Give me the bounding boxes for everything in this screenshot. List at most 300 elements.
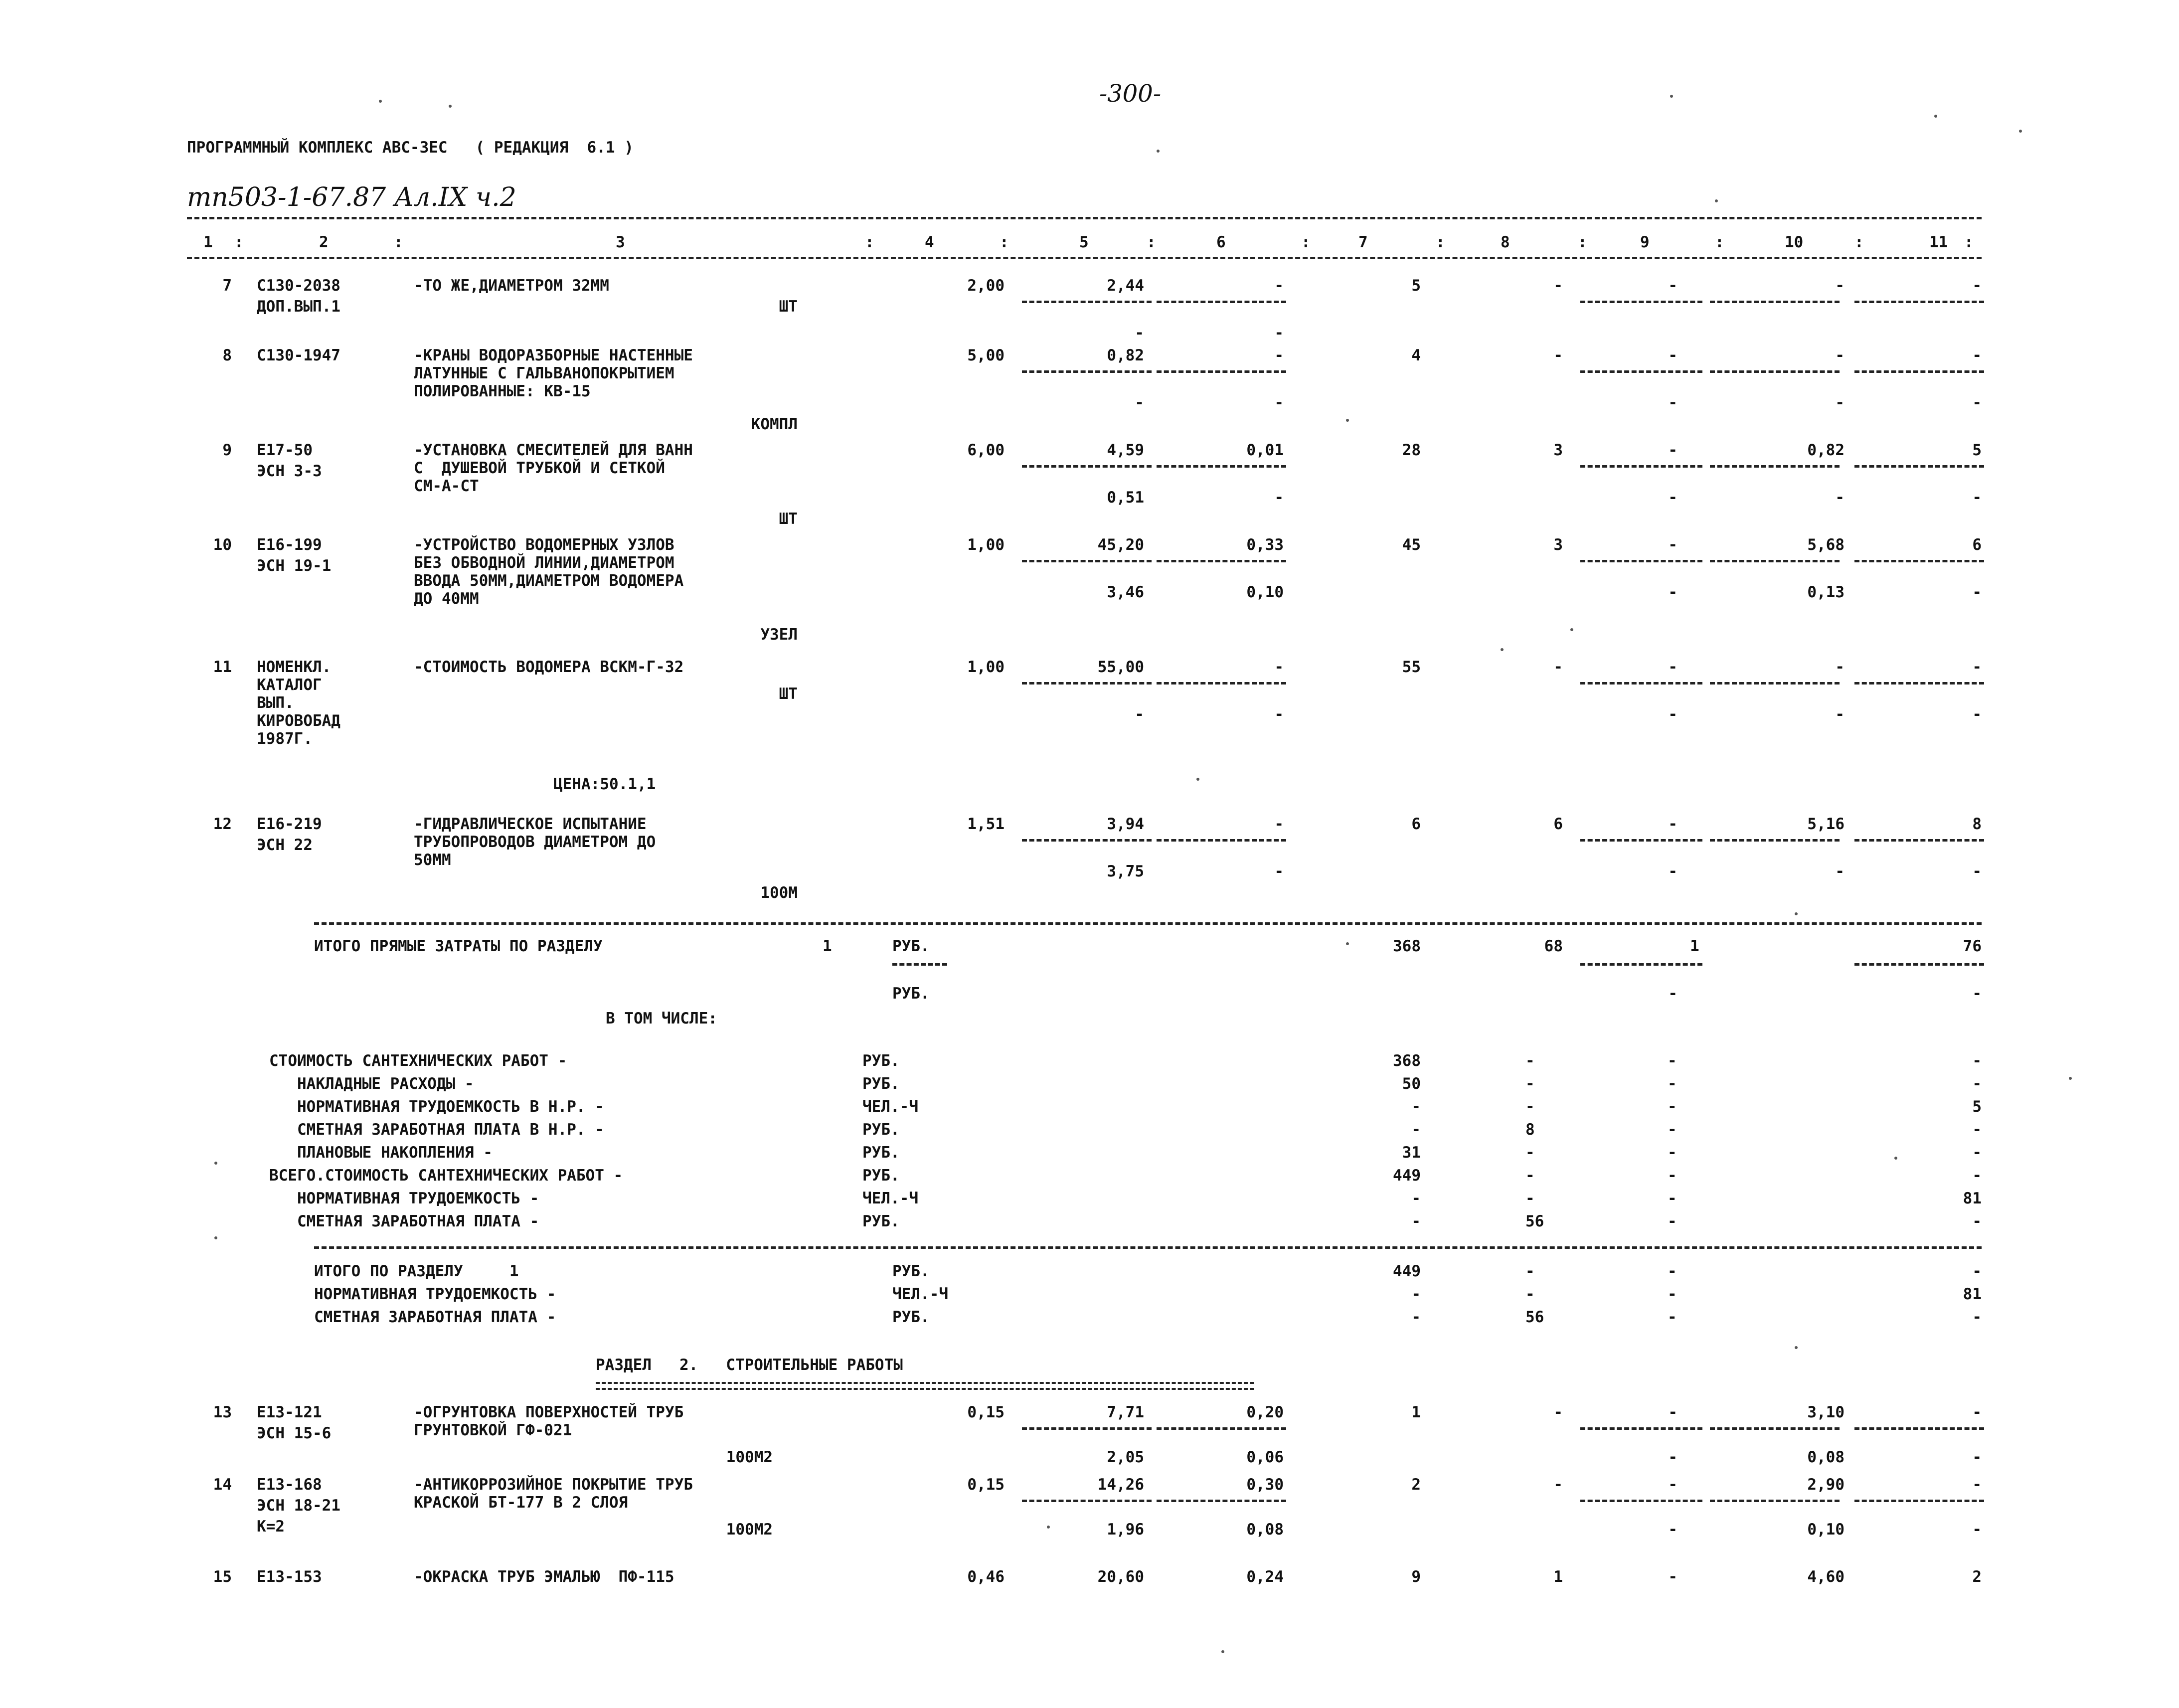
labor-hours: -	[1835, 346, 1844, 364]
rate-code: Е13-168	[257, 1476, 322, 1494]
column-header-3: 3	[616, 233, 625, 251]
column-separator: :	[1436, 233, 1445, 251]
unit-of-measure: 100М2	[726, 1448, 773, 1466]
breakdown-cost: -	[1411, 1190, 1421, 1207]
unit-cost: 20,60	[1097, 1568, 1144, 1586]
scan-speck	[214, 1162, 217, 1165]
labor-hours: -	[1835, 277, 1844, 295]
labor-hours: 5,16	[1807, 815, 1844, 833]
breakdown-unit: РУБ.	[862, 1167, 900, 1185]
rate-code: С130-2038	[257, 277, 340, 295]
unit-wage-cost: 0,24	[1246, 1568, 1284, 1586]
subrule	[1157, 1500, 1286, 1502]
column-header-7: 7	[1358, 233, 1368, 251]
quantity: 0,46	[967, 1568, 1005, 1586]
scan-speck	[1795, 1346, 1798, 1349]
breakdown-machine: -	[1668, 1144, 1677, 1162]
breakdown-labor: -	[1972, 1052, 1982, 1070]
column-header-2: 2	[319, 233, 329, 251]
subrule	[1022, 682, 1152, 684]
unit-cost-secondary: 1,96	[1107, 1521, 1144, 1538]
subrule	[1710, 839, 1840, 842]
breakdown-unit: ЧЕЛ.-Ч	[862, 1098, 918, 1116]
total-wage: -	[1553, 658, 1563, 676]
machine-cost: -	[1668, 1568, 1677, 1586]
breakdown-wage: -	[1525, 1075, 1535, 1093]
column-separator: :	[1715, 233, 1724, 251]
row-number: 8	[222, 346, 232, 364]
breakdown-label: НОРМАТИВНАЯ ТРУДОЕМКОСТЬ -	[269, 1190, 539, 1207]
price-note: ЦЕНА:50.1,1	[553, 775, 656, 793]
scan-speck	[1934, 115, 1937, 118]
unit-cost: 55,00	[1097, 658, 1144, 676]
subrule	[1854, 963, 1984, 966]
machine-secondary: -	[1668, 862, 1677, 880]
breakdown-unit: РУБ.	[862, 1052, 900, 1070]
column-separator: :	[234, 233, 244, 251]
row-number: 9	[222, 441, 232, 459]
scan-speck	[1047, 1526, 1050, 1529]
machine-cost: -	[1668, 277, 1677, 295]
section-total-machine: 1	[1690, 937, 1699, 955]
unit-wage-cost: -	[1274, 346, 1284, 364]
subrule	[1580, 1500, 1702, 1502]
unit-wage-cost: 0,20	[1246, 1403, 1284, 1421]
work-description: -ТО ЖЕ,ДИАМЕТРОМ 32ММ	[414, 277, 609, 295]
subrule	[1022, 839, 1152, 842]
scan-speck	[1157, 150, 1160, 153]
subrule	[1157, 465, 1286, 468]
breakdown-cost: 449	[1393, 1167, 1421, 1185]
breakdown-machine: -	[1668, 1052, 1677, 1070]
unit-wage-secondary: -	[1274, 394, 1284, 412]
column-separator: :	[865, 233, 874, 251]
column-separator: :	[394, 233, 403, 251]
project-reference: тп503-1-67.87 Ал.IХ ч.2	[187, 182, 516, 212]
breakdown-cost: -	[1411, 1121, 1421, 1139]
column-header-10: 10	[1785, 233, 1804, 251]
unit-wage-cost: -	[1274, 815, 1284, 833]
row-number: 10	[213, 536, 232, 554]
labor-total: -	[1972, 346, 1982, 364]
total-wage: -	[1553, 277, 1563, 295]
column-header-5: 5	[1079, 233, 1089, 251]
column-separator: :	[1000, 233, 1009, 251]
labor-hours: 3,10	[1807, 1403, 1844, 1421]
top-rule	[187, 217, 1982, 219]
total-cost: 2	[1411, 1476, 1421, 1494]
section-total-rule	[314, 922, 1982, 925]
breakdown-machine: -	[1668, 1212, 1677, 1230]
machine-secondary: -	[1668, 583, 1677, 601]
breakdown-wage: -	[1525, 1167, 1535, 1185]
quantity: 1,00	[967, 536, 1005, 554]
work-description: -ГИДРАВЛИЧЕСКОЕ ИСПЫТАНИЕ ТРУБОПРОВОДОВ ДИАМЕТРОМ ДО 50ММ	[414, 815, 656, 869]
subrule	[1157, 682, 1286, 684]
breakdown-label: ВСЕГО.СТОИМОСТЬ САНТЕХНИЧЕСКИХ РАБОТ -	[269, 1167, 623, 1185]
unit-rub: РУБ.	[892, 985, 930, 1003]
machine-secondary: -	[1668, 1521, 1677, 1538]
subrule	[1022, 465, 1152, 468]
including-label: В ТОМ ЧИСЛЕ:	[606, 1010, 717, 1027]
rate-code-secondary: ДОП.ВЫП.1	[257, 298, 340, 316]
subrule	[1710, 560, 1840, 562]
subrule	[1157, 560, 1286, 562]
subrule	[1854, 560, 1984, 562]
subrule	[1157, 839, 1286, 842]
labor-hours-secondary: -	[1835, 862, 1844, 880]
breakdown-label: НОРМАТИВНАЯ ТРУДОЕМКОСТЬ В Н.Р. -	[269, 1098, 604, 1116]
quantity: 2,00	[967, 277, 1005, 295]
unit-cost-secondary: -	[1135, 324, 1144, 342]
rate-code-secondary: ЭСН 18-21	[257, 1497, 340, 1515]
quantity: 0,15	[967, 1476, 1005, 1494]
scan-speck	[1715, 199, 1718, 202]
labor-total: -	[1972, 1403, 1982, 1421]
column-header-8: 8	[1501, 233, 1510, 251]
subrule	[1157, 1427, 1286, 1430]
total-wage: -	[1553, 1476, 1563, 1494]
total-cost: 45	[1402, 536, 1421, 554]
labor-total: -	[1972, 277, 1982, 295]
subrule	[1854, 1500, 1984, 1502]
breakdown-unit: РУБ.	[862, 1075, 900, 1093]
breakdown-label: СТОИМОСТЬ САНТЕХНИЧЕСКИХ РАБОТ -	[269, 1052, 567, 1070]
labor-hours-secondary: 0,08	[1807, 1448, 1844, 1466]
rate-code: Е13-121	[257, 1403, 322, 1421]
subrule	[1157, 301, 1286, 303]
labor-secondary: -	[1972, 394, 1982, 412]
breakdown-cost: -	[1411, 1098, 1421, 1116]
scan-speck	[1346, 942, 1349, 945]
row-number: 11	[213, 658, 232, 676]
breakdown-label: СМЕТНАЯ ЗАРАБОТНАЯ ПЛАТА В Н.Р. -	[269, 1121, 604, 1139]
work-description: -УСТАНОВКА СМЕСИТЕЛЕЙ ДЛЯ ВАНН С ДУШЕВОЙ ТРУБКОЙ И СЕТКОЙ СМ-А-СТ	[414, 441, 693, 495]
unit-cost-secondary: 0,51	[1107, 489, 1144, 507]
unit-wage-cost: -	[1274, 658, 1284, 676]
unit-wage-secondary: 0,08	[1246, 1521, 1284, 1538]
section-2-title: РАЗДЕЛ 2. СТРОИТЕЛЬНЫЕ РАБОТЫ	[596, 1356, 903, 1374]
subrule	[1580, 839, 1702, 842]
labor-hours-secondary: 0,13	[1807, 583, 1844, 601]
subrule	[1710, 682, 1840, 684]
breakdown-labor: 81	[1963, 1190, 1982, 1207]
quantity: 5,00	[967, 346, 1005, 364]
rate-code: Е16-199	[257, 536, 322, 554]
section-sum-label: ИТОГО ПО РАЗДЕЛУ 1	[314, 1262, 519, 1280]
labor-total: -	[1972, 658, 1982, 676]
labor-total: 6	[1972, 536, 1982, 554]
scan-speck	[2019, 130, 2022, 133]
section-sum-wage: -	[1525, 1285, 1535, 1303]
quantity: 1,00	[967, 658, 1005, 676]
scan-speck	[1795, 912, 1798, 915]
section-title-rule	[596, 1382, 1254, 1384]
breakdown-labor: -	[1972, 1075, 1982, 1093]
scan-speck	[379, 100, 382, 103]
subrule	[1580, 560, 1702, 562]
breakdown-labor: 5	[1972, 1098, 1982, 1116]
breakdown-wage: 56	[1525, 1212, 1544, 1230]
labor-total: 2	[1972, 1568, 1982, 1586]
row-number: 7	[222, 277, 232, 295]
breakdown-labor: -	[1972, 1121, 1982, 1139]
row-number: 15	[213, 1568, 232, 1586]
breakdown-machine: -	[1668, 1075, 1677, 1093]
machine-secondary: -	[1668, 489, 1677, 507]
breakdown-cost: 31	[1402, 1144, 1421, 1162]
unit-cost: 0,82	[1107, 346, 1144, 364]
unit-cost-secondary: 3,75	[1107, 862, 1144, 880]
labor-total: 8	[1972, 815, 1982, 833]
section-sum-wage: 56	[1525, 1308, 1544, 1326]
work-description: -СТОИМОСТЬ ВОДОМЕРА ВСКМ-Г-32	[414, 658, 684, 676]
section-sum-cost: 449	[1393, 1262, 1421, 1280]
subrule	[1022, 370, 1152, 373]
section-sum-labor: -	[1972, 1308, 1982, 1326]
unit-cost: 2,44	[1107, 277, 1144, 295]
subrule	[1854, 1427, 1984, 1430]
unit-wage-secondary: -	[1274, 862, 1284, 880]
page-number: -300-	[1099, 80, 1162, 108]
subrule	[1157, 370, 1286, 373]
breakdown-machine: -	[1668, 1167, 1677, 1185]
subrule	[1854, 839, 1984, 842]
section-total-wage: 68	[1544, 937, 1563, 955]
column-header-9: 9	[1640, 233, 1650, 251]
column-separator: :	[1578, 233, 1587, 251]
breakdown-label: ПЛАНОВЫЕ НАКОПЛЕНИЯ -	[269, 1144, 493, 1162]
subrule	[1710, 370, 1840, 373]
unit-of-measure: КОМПЛ	[751, 415, 798, 433]
rate-code-secondary: ЭСН 22	[257, 836, 313, 854]
rate-code-secondary: ЭСН 3-3	[257, 462, 322, 480]
breakdown-cost: 50	[1402, 1075, 1421, 1093]
section-total-label: ИТОГО ПРЯМЫЕ ЗАТРАТЫ ПО РАЗДЕЛУ	[314, 937, 603, 955]
subrule	[1580, 301, 1702, 303]
unit-cost-secondary: 2,05	[1107, 1448, 1144, 1466]
column-separator: :	[1964, 233, 1974, 251]
subrule	[1022, 301, 1152, 303]
total-wage: -	[1553, 346, 1563, 364]
total-cost: 5	[1411, 277, 1421, 295]
unit-cost: 45,20	[1097, 536, 1144, 554]
unit-rub: РУБ.	[892, 937, 930, 955]
subrule	[1022, 1500, 1152, 1502]
breakdown-unit: РУБ.	[862, 1144, 900, 1162]
quantity: 6,00	[967, 441, 1005, 459]
breakdown-wage: -	[1525, 1144, 1535, 1162]
subrule	[1854, 301, 1984, 303]
breakdown-cost: 368	[1393, 1052, 1421, 1070]
unit-cost-secondary: -	[1135, 394, 1144, 412]
breakdown-unit: РУБ.	[862, 1212, 900, 1230]
section-sum-machine: -	[1668, 1308, 1677, 1326]
scan-speck	[449, 105, 452, 108]
rate-code: Е13-153	[257, 1568, 322, 1586]
labor-secondary: -	[1972, 705, 1982, 723]
quantity: 1,51	[967, 815, 1005, 833]
scan-speck	[1894, 1157, 1897, 1160]
subrule	[892, 963, 947, 966]
unit-cost: 7,71	[1107, 1403, 1144, 1421]
section-sum-cost: -	[1411, 1285, 1421, 1303]
column-separator: :	[1147, 233, 1156, 251]
labor-hours: -	[1835, 658, 1844, 676]
section-sum-label: НОРМАТИВНАЯ ТРУДОЕМКОСТЬ -	[314, 1285, 556, 1303]
total-cost: 55	[1402, 658, 1421, 676]
rate-code-secondary: ЭСН 19-1	[257, 557, 332, 575]
unit-of-measure: 100М2	[726, 1521, 773, 1538]
column-header-4: 4	[925, 233, 934, 251]
subrule	[1854, 465, 1984, 468]
subrule	[1580, 682, 1702, 684]
labor-hours: 5,68	[1807, 536, 1844, 554]
row-number: 12	[213, 815, 232, 833]
subrule	[1710, 1500, 1840, 1502]
labor-hours-secondary: -	[1835, 489, 1844, 507]
unit-of-measure: 100М	[760, 884, 798, 902]
breakdown-wage: 8	[1525, 1121, 1535, 1139]
unit-cost: 4,59	[1107, 441, 1144, 459]
unit-of-measure: ШТ	[779, 510, 798, 528]
subrule	[1580, 1427, 1702, 1430]
row-number: 14	[213, 1476, 232, 1494]
total-wage: 3	[1553, 536, 1563, 554]
machine-cost: -	[1668, 1403, 1677, 1421]
breakdown-label: СМЕТНАЯ ЗАРАБОТНАЯ ПЛАТА -	[269, 1212, 539, 1230]
breakdown-unit: ЧЕЛ.-Ч	[862, 1190, 918, 1207]
total-wage: 3	[1553, 441, 1563, 459]
unit-wage-cost: 0,33	[1246, 536, 1284, 554]
unit-wage-cost: 0,30	[1246, 1476, 1284, 1494]
section-sum-unit: ЧЕЛ.-Ч	[892, 1285, 948, 1303]
unit-cost: 14,26	[1097, 1476, 1144, 1494]
scan-speck	[1670, 95, 1673, 98]
machine-secondary: -	[1668, 1448, 1677, 1466]
breakdown-wage: -	[1525, 1052, 1535, 1070]
labor-hours-secondary: 0,10	[1807, 1521, 1844, 1538]
labor-secondary: -	[1972, 862, 1982, 880]
section-sum-machine: -	[1668, 1262, 1677, 1280]
machine-cost: -	[1668, 536, 1677, 554]
column-header-11: 11	[1929, 233, 1948, 251]
unit-wage-cost: 0,01	[1246, 441, 1284, 459]
subrule	[1022, 560, 1152, 562]
scan-speck	[1221, 1650, 1224, 1653]
breakdown-labor: -	[1972, 1144, 1982, 1162]
breakdown-labor: -	[1972, 1212, 1982, 1230]
unit-cost-secondary: 3,46	[1107, 583, 1144, 601]
section-sum-wage: -	[1525, 1262, 1535, 1280]
section-total-cost: 368	[1393, 937, 1421, 955]
subrule	[1710, 1427, 1840, 1430]
subrule	[1580, 370, 1702, 373]
section-total-labor: 76	[1963, 937, 1982, 955]
breakdown-labor: -	[1972, 1167, 1982, 1185]
breakdown-machine: -	[1668, 1190, 1677, 1207]
unit-wage-secondary: -	[1274, 705, 1284, 723]
unit-wage-secondary: -	[1274, 489, 1284, 507]
section-total-labor-b: -	[1972, 985, 1982, 1003]
section-sum-labor: 81	[1963, 1285, 1982, 1303]
labor-secondary: -	[1972, 489, 1982, 507]
breakdown-label: НАКЛАДНЫЕ РАСХОДЫ -	[269, 1075, 474, 1093]
subrule	[1854, 682, 1984, 684]
scan-speck	[1570, 628, 1573, 631]
breakdown-machine: -	[1668, 1098, 1677, 1116]
scan-speck	[1196, 778, 1199, 781]
unit-cost: 3,94	[1107, 815, 1144, 833]
scan-speck	[2069, 1077, 2072, 1080]
machine-cost: -	[1668, 658, 1677, 676]
total-wage: -	[1553, 1403, 1563, 1421]
unit-of-measure: УЗЕЛ	[760, 626, 798, 644]
labor-hours-secondary: -	[1835, 705, 1844, 723]
section-sum-label: СМЕТНАЯ ЗАРАБОТНАЯ ПЛАТА -	[314, 1308, 556, 1326]
unit-of-measure: ШТ	[779, 685, 798, 703]
labor-hours: 4,60	[1807, 1568, 1844, 1586]
section-title-rule	[596, 1388, 1254, 1390]
section-total-machine-b: -	[1668, 985, 1677, 1003]
section-sum-cost: -	[1411, 1308, 1421, 1326]
breakdown-wage: -	[1525, 1190, 1535, 1207]
subrule	[1710, 465, 1840, 468]
total-cost: 6	[1411, 815, 1421, 833]
rate-code-secondary: ЭСН 15-6	[257, 1424, 332, 1442]
rate-code: Е17-50	[257, 441, 313, 459]
unit-cost-secondary: -	[1135, 705, 1144, 723]
work-description: -ОКРАСКА ТРУБ ЭМАЛЬЮ ПФ-115	[414, 1568, 674, 1586]
work-description: -КРАНЫ ВОДОРАЗБОРНЫЕ НАСТЕННЫЕ ЛАТУННЫЕ С ГАЛЬВАНОПОКРЫТИЕМ ПОЛИРОВАННЫЕ: КВ-15	[414, 346, 693, 400]
subrule	[1710, 301, 1840, 303]
subrule	[1854, 370, 1984, 373]
machine-cost: -	[1668, 1476, 1677, 1494]
section-number: 1	[823, 937, 832, 955]
machine-cost: -	[1668, 346, 1677, 364]
machine-secondary: -	[1668, 705, 1677, 723]
breakdown-cost: -	[1411, 1212, 1421, 1230]
work-description: -АНТИКОРРОЗИЙНОЕ ПОКРЫТИЕ ТРУБ КРАСКОЙ БТ-177 В 2 СЛОЯ	[414, 1476, 693, 1512]
section-sum-unit: РУБ.	[892, 1262, 930, 1280]
unit-of-measure: ШТ	[779, 298, 798, 316]
total-cost: 4	[1411, 346, 1421, 364]
breakdown-wage: -	[1525, 1098, 1535, 1116]
rate-coefficient: К=2	[257, 1518, 285, 1536]
scan-speck	[1501, 648, 1504, 651]
total-cost: 28	[1402, 441, 1421, 459]
column-header-1: 1	[203, 233, 213, 251]
subrule	[1580, 465, 1702, 468]
unit-wage-secondary: 0,06	[1246, 1448, 1284, 1466]
labor-hours-secondary: -	[1835, 394, 1844, 412]
scan-speck	[214, 1236, 217, 1239]
section-sum-unit: РУБ.	[892, 1308, 930, 1326]
rate-code: С130-1947	[257, 346, 340, 364]
labor-secondary: -	[1972, 1448, 1982, 1466]
subrule	[1580, 963, 1702, 966]
section-sum-labor: -	[1972, 1262, 1982, 1280]
labor-total: -	[1972, 1476, 1982, 1494]
unit-wage-secondary: 0,10	[1246, 583, 1284, 601]
labor-total: 5	[1972, 441, 1982, 459]
rate-code: НОМЕНКЛ. КАТАЛОГ ВЫП. КИРОВОБАД 1987Г.	[257, 658, 340, 748]
unit-wage-cost: -	[1274, 277, 1284, 295]
breakdown-unit: РУБ.	[862, 1121, 900, 1139]
total-cost: 1	[1411, 1403, 1421, 1421]
quantity: 0,15	[967, 1403, 1005, 1421]
rate-code: Е16-219	[257, 815, 322, 833]
